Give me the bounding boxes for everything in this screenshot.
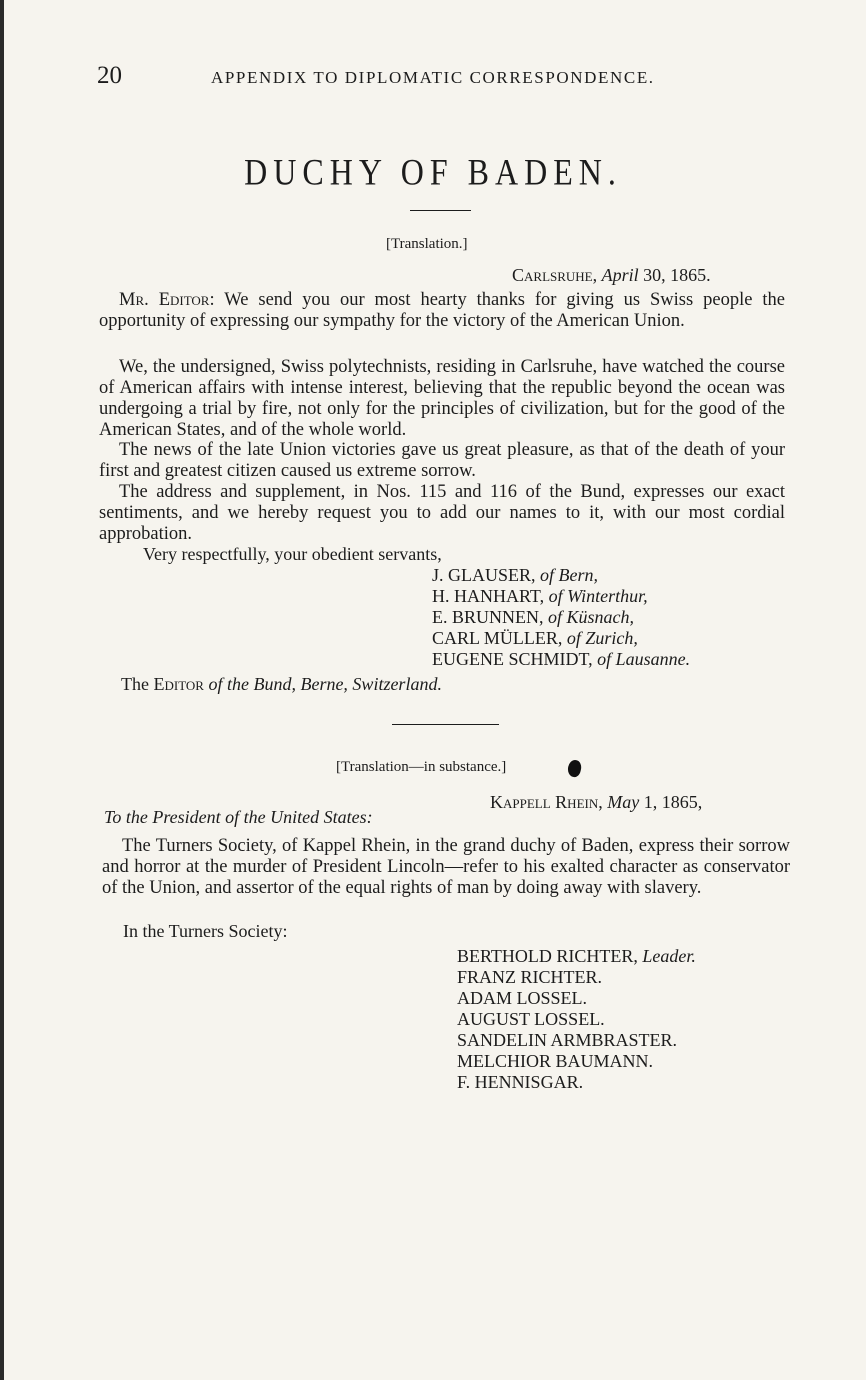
signatory-name: EUGENE SCHMIDT, [432, 649, 593, 669]
signatory-origin: of Küsnach, [548, 607, 635, 627]
signatory-name: CARL MÜLLER, [432, 628, 563, 648]
letter1-dateline [512, 265, 711, 286]
letter2-date-rest: 1, 1865, [643, 792, 703, 812]
translation-note-2: [Translation—in substance.] [336, 759, 507, 775]
letter2-place: Kappell Rhein, [490, 792, 603, 812]
letter1-salutation: Mr. Editor: [119, 290, 215, 310]
signatory-line [432, 607, 634, 628]
signatory-name: E. BRUNNEN, [432, 607, 544, 627]
member-line: ADAM LOSSEL. [457, 988, 588, 1008]
letter2-in-society: In the Turners Society: [123, 921, 288, 941]
running-header: APPENDIX TO DIPLOMATIC CORRESPONDENCE. [211, 68, 655, 87]
translation-note: [Translation.] [386, 236, 468, 252]
section-divider-rule [392, 724, 499, 725]
addressee-lead: The [121, 674, 149, 694]
letter2-salutation [104, 807, 373, 828]
letter2-date-month: May [607, 792, 640, 812]
letter2-paragraph-1: The Turners Society, of Kappel Rhein, in the grand duchy of Baden, express their sorrow and horror at the murder of President Lincoln—refer to his exalted character as conservator of the Union, and assertor of the equal rights of man by doing away with slavery. [102, 836, 790, 898]
letter2-salutation-text: To the President of the United States: [104, 807, 373, 827]
letter1-closing: Very respectfully, your obedient servants, [143, 544, 442, 564]
signatory-line [432, 649, 690, 670]
signatory-origin: of Zurich, [566, 628, 638, 648]
member-line: AUGUST LOSSEL. [457, 1009, 605, 1029]
letter1-place: Carlsruhe, [512, 265, 598, 285]
ink-blot [566, 759, 582, 778]
letter1-p1-text: We send you our most hearty thanks for giving us Swiss people the opportunity of expressing our sympathy for the victory of the American Union. [99, 290, 786, 331]
signatory-line [432, 628, 638, 649]
member-line: F. HENNISGAR. [457, 1072, 584, 1092]
letter1-addressee [121, 674, 442, 695]
signatory-origin: of Bern, [540, 565, 599, 585]
signatory-name: J. GLAUSER, [432, 565, 536, 585]
letter2-dateline [490, 792, 702, 813]
member-line: FRANZ RICHTER. [457, 967, 603, 987]
signatory-origin: of Winterthur, [548, 586, 648, 606]
addressee-title: Editor [153, 674, 204, 694]
signatory-name: H. HANHART, [432, 586, 545, 606]
letter1-paragraph-2: We, the undersigned, Swiss polytechnists, residing in Carlsruhe, have watched the course of American affairs with intense interest, believing that the republic beyond the ocean was undergoing a trial by fire, not only for the principles of civilization, but for the good of the American States, and of the whole world. [99, 357, 785, 440]
letter1-paragraph-4: The address and supplement, in Nos. 115 and 116 of the Bund, expresses our exact sentiments, and we hereby request you to add our names to it, with our most cordial approbation. [99, 482, 785, 544]
section-title: DUCHY OF BADEN. [244, 151, 622, 193]
signatory-line [432, 586, 648, 607]
leader-role: Leader. [642, 946, 696, 966]
member-line: MELCHIOR BAUMANN. [457, 1051, 654, 1071]
letter1-paragraph-3: The news of the late Union victories gave us great pleasure, as that of the death of your first and greatest citizen caused us extreme sorrow. [99, 440, 785, 481]
letter1-paragraph-1 [99, 290, 785, 332]
letter1-date-month: April [601, 265, 639, 285]
page-number: 20 [97, 62, 122, 89]
title-rule [410, 210, 471, 211]
letter1-date-rest: 30, 1865. [643, 265, 711, 285]
signatory-origin: of Lausanne. [597, 649, 691, 669]
addressee-rest: of the Bund, Berne, Switzerland. [208, 674, 442, 694]
member-line: SANDELIN ARMBRASTER. [457, 1030, 678, 1050]
signatory-line [432, 565, 598, 586]
member-line [457, 946, 696, 967]
leader-name: BERTHOLD RICHTER, [457, 946, 638, 966]
